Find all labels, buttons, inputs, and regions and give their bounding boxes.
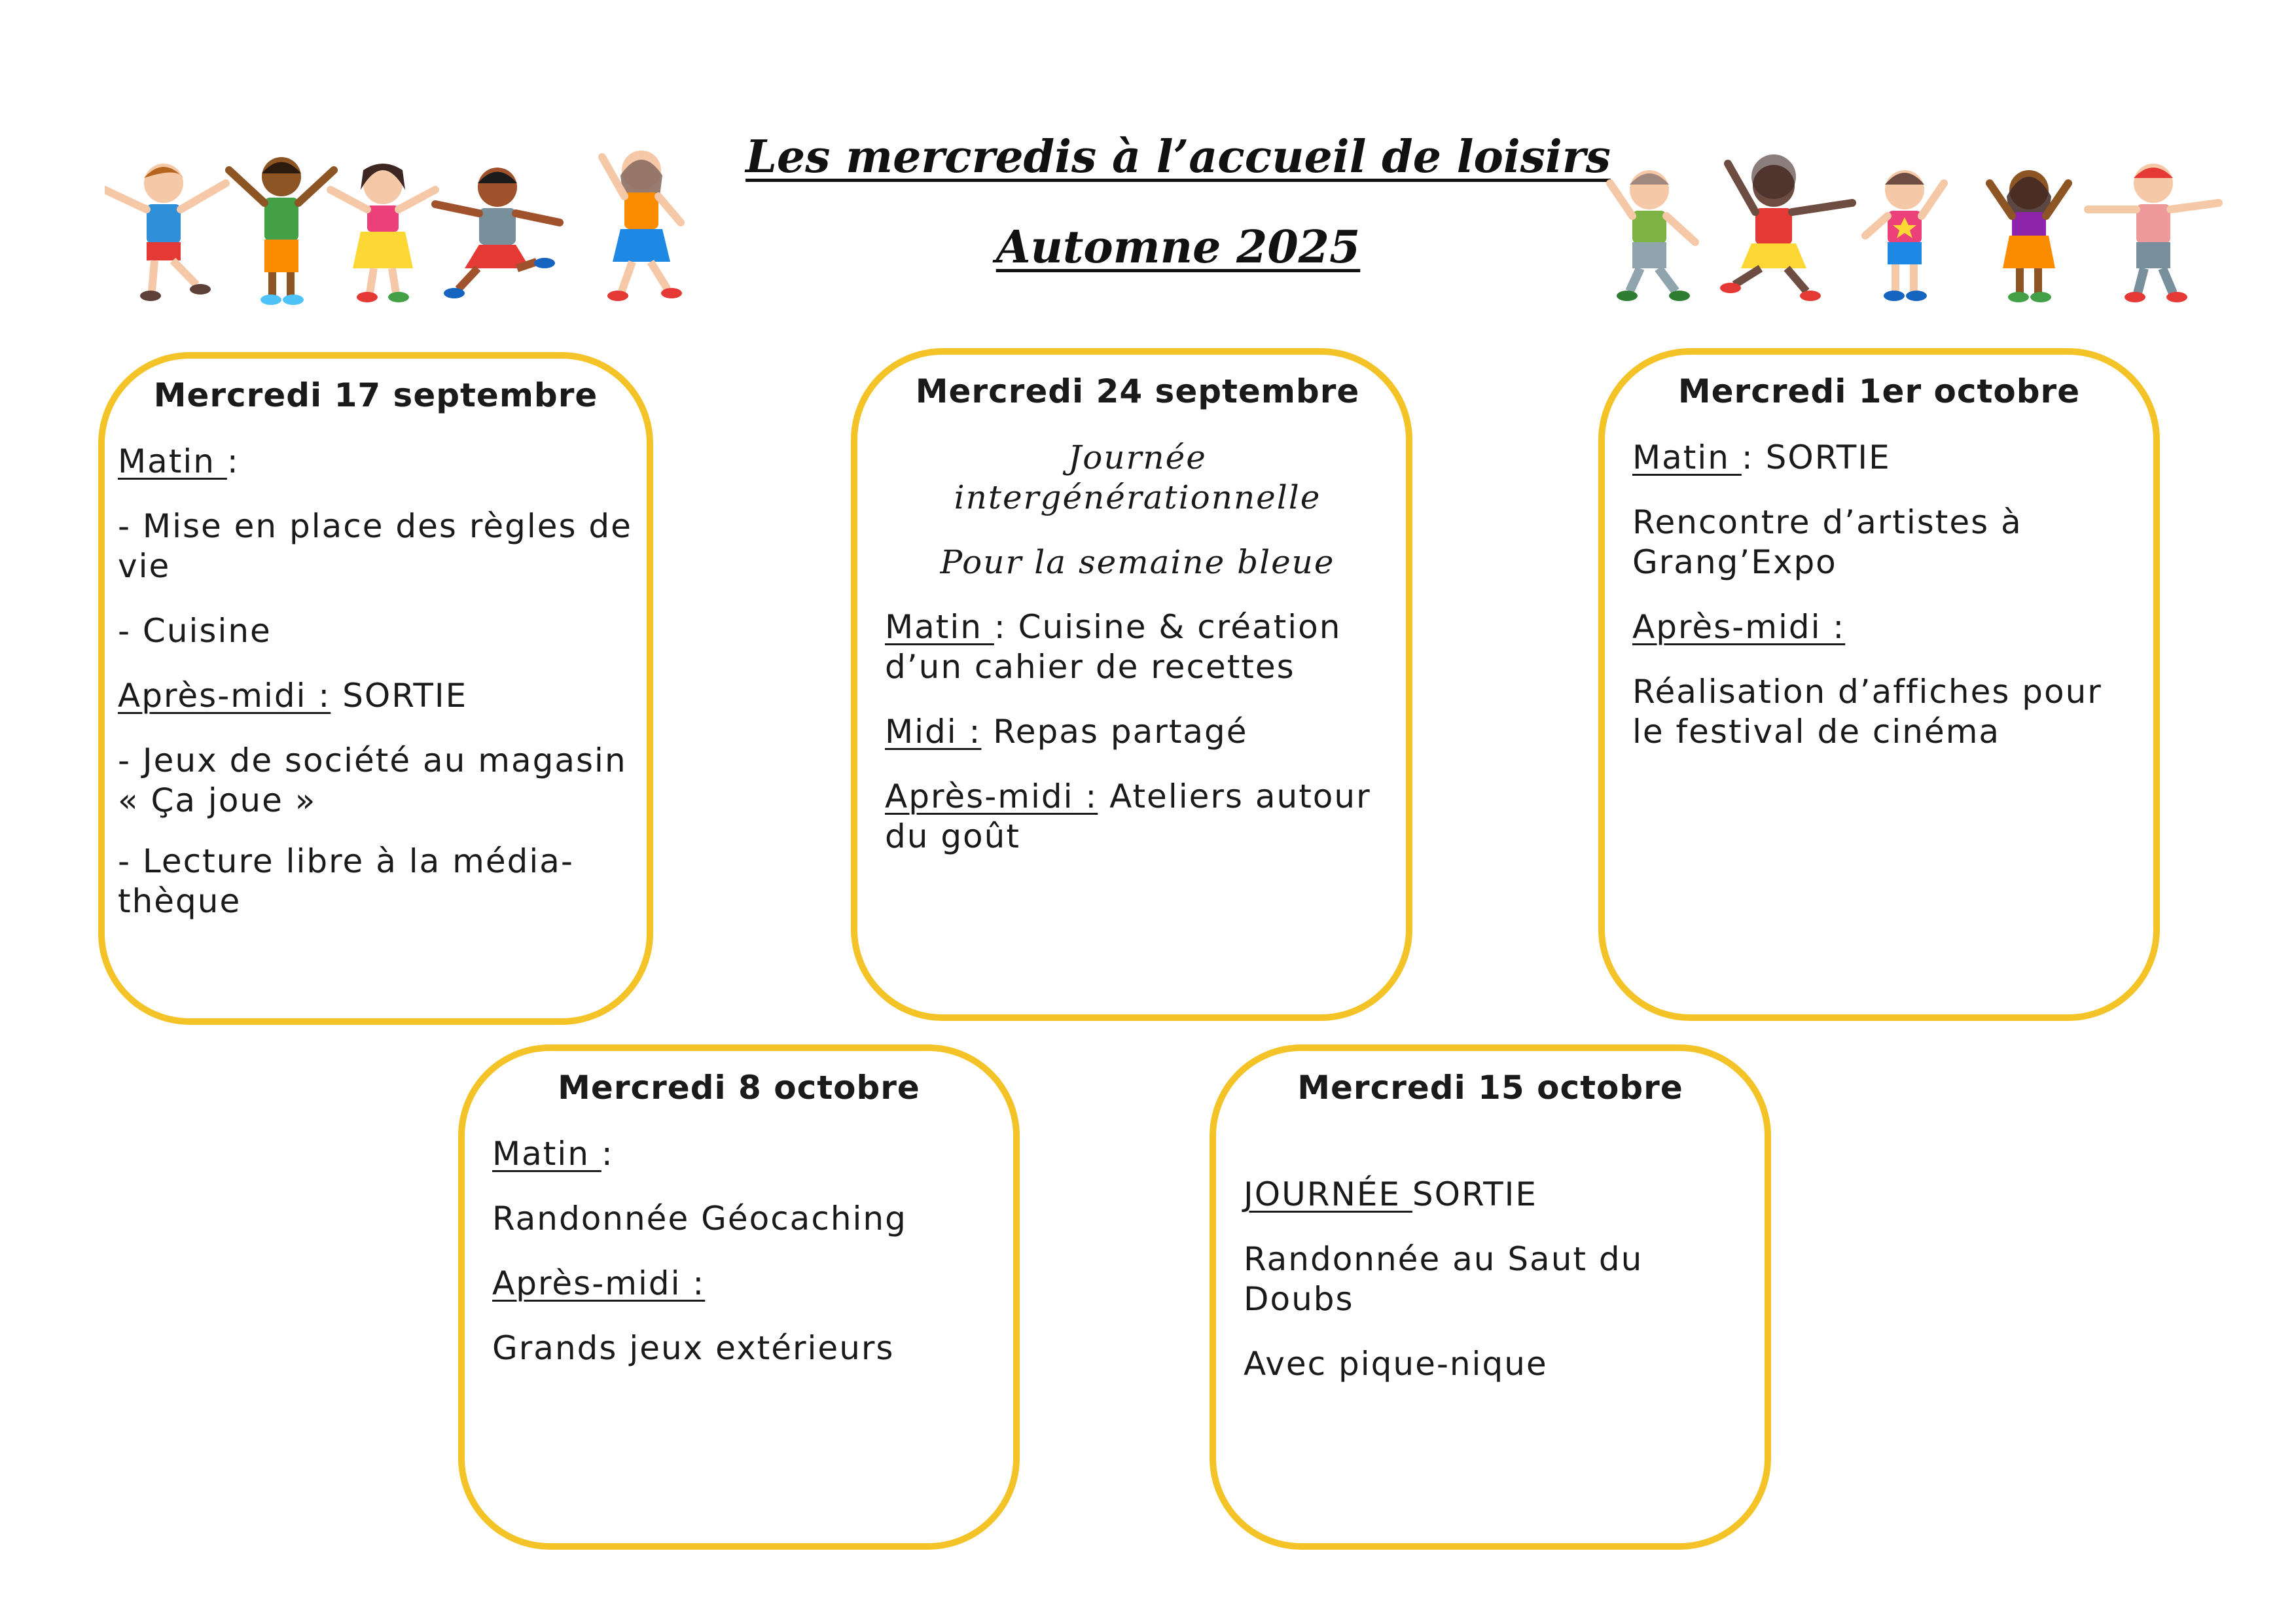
apres-midi-label: Après-midi : xyxy=(1632,608,1846,646)
activity-item: Réalisation d’affiches pour le festival de cinéma xyxy=(1632,673,2102,751)
activity-item: - Lecture libre à la média-thèque xyxy=(118,842,574,920)
midi-text: Repas partagé xyxy=(981,713,1248,751)
theme-line: Journée intergénérationnelle xyxy=(954,438,1321,516)
activity-item: Randonnée au Saut du Doubs xyxy=(1244,1240,1643,1318)
activity-card-8-octobre xyxy=(458,1044,1020,1550)
matin-suffix: : xyxy=(601,1135,614,1173)
card-title: Mercredi 8 octobre xyxy=(558,1069,920,1107)
page-subtitle: Automne 2025 xyxy=(996,221,1361,274)
activity-card-17-septembre xyxy=(98,352,653,1025)
matin-text: : Cuisine & création d’un cahier de recettes xyxy=(885,608,1342,686)
matin-label: Matin xyxy=(885,608,994,646)
matin-suffix: : xyxy=(226,442,240,480)
page-title: Les mercredis à l’accueil de loisirs xyxy=(745,131,1611,183)
midi-label: Midi : xyxy=(885,713,982,751)
matin-label: Matin xyxy=(1632,438,1742,476)
activity-item: - Cuisine xyxy=(118,612,272,650)
matin-suffix: : SORTIE xyxy=(1741,438,1891,476)
card-title: Mercredi 15 octobre xyxy=(1297,1069,1683,1107)
theme-line: Pour la semaine bleue xyxy=(940,543,1335,581)
apres-midi-label: Après-midi : xyxy=(118,677,331,715)
card-title: Mercredi 17 septembre xyxy=(153,376,598,414)
activity-card-24-septembre xyxy=(851,348,1412,1021)
activity-item: Avec pique-nique xyxy=(1244,1345,1548,1383)
activity-item: Rencontre d’artistes à Grang’Expo xyxy=(1632,503,2022,581)
activity-item: Grands jeux extérieurs xyxy=(492,1329,895,1367)
dancing-children-right-icon xyxy=(1597,144,2225,308)
activity-card-15-octobre xyxy=(1210,1044,1771,1550)
apres-midi-text: Ateliers autour du goût xyxy=(885,777,1371,855)
activity-item: - Jeux de société au magasin « Ça joue » xyxy=(118,741,627,819)
card-title: Mercredi 1er octobre xyxy=(1677,372,2081,410)
activity-card-1er-octobre xyxy=(1598,348,2160,1021)
apres-midi-label: Après-midi : xyxy=(492,1264,706,1302)
apres-midi-text: SORTIE xyxy=(331,677,468,715)
activity-item: Randonnée Géocaching xyxy=(492,1200,907,1238)
card-title: Mercredi 24 septembre xyxy=(915,372,1360,410)
dancing-children-left-icon xyxy=(105,144,707,308)
matin-label: Matin xyxy=(492,1135,601,1173)
activity-item: - Mise en place des règles de vie xyxy=(118,507,632,585)
journee-label: JOURNÉE xyxy=(1244,1175,1412,1213)
apres-midi-label: Après-midi : xyxy=(885,777,1098,815)
matin-label: Matin xyxy=(118,442,227,480)
journee-text: SORTIE xyxy=(1412,1175,1537,1213)
